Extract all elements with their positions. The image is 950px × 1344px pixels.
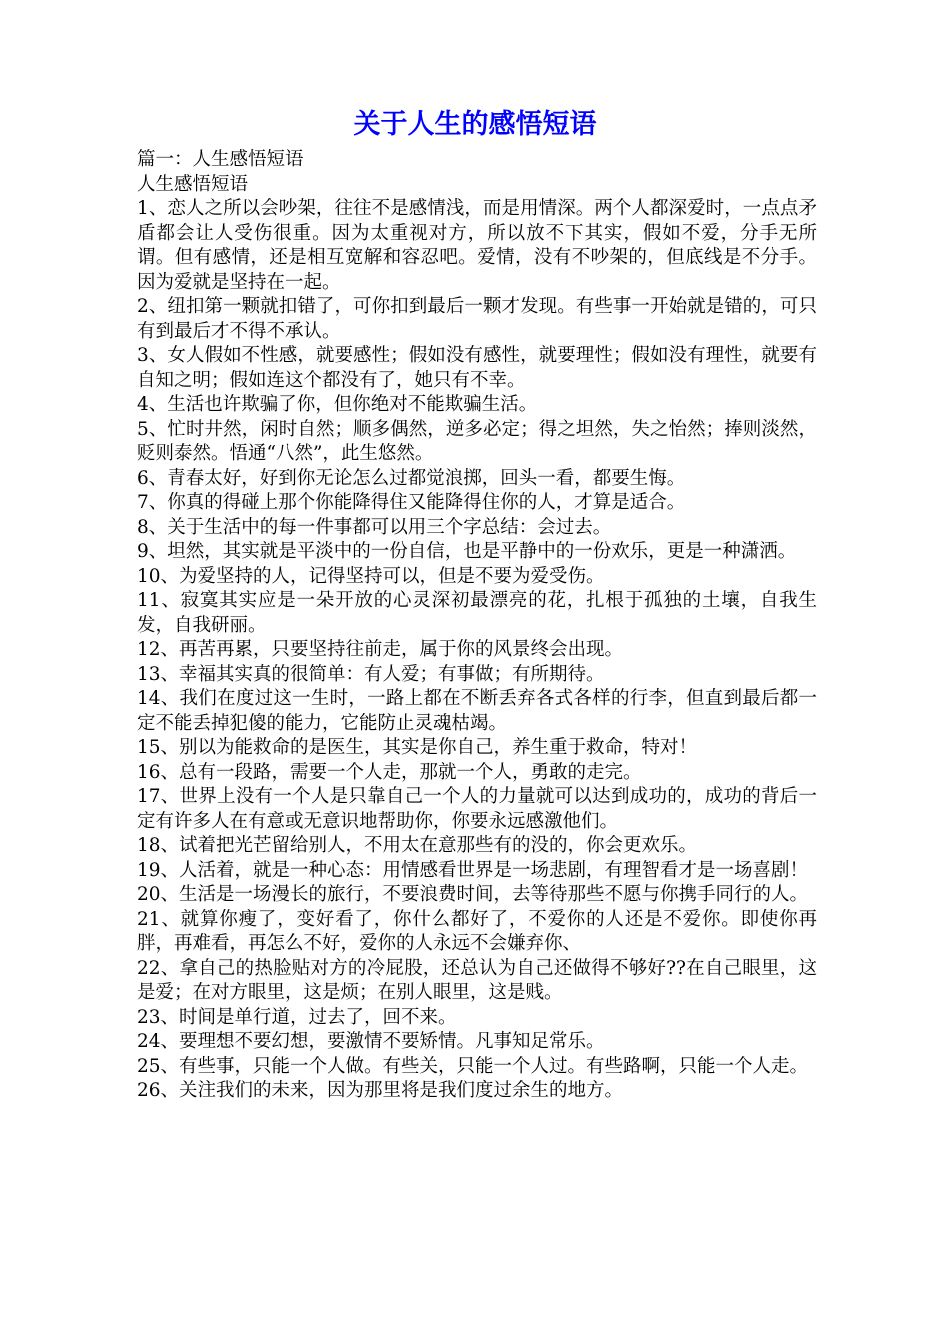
list-item: 16、总有一段路，需要一个人走，那就一个人，勇敢的走完。 — [137, 761, 642, 783]
list-item: 9、坦然，其实就是平淡中的一份自信，也是平静中的一份欢乐，更是一种潇洒。 — [137, 541, 797, 562]
list-item: 6、青春太好，好到你无论怎么过都觉浪掷，回头一看，都要生悔。 — [137, 467, 686, 489]
list-item: 12、再苦再累，只要坚持往前走，属于你的风景终会出现。 — [137, 639, 624, 660]
list-item: 10、为爱坚持的人，记得坚持可以，但是不要为爱受伤。 — [137, 565, 605, 587]
list-item: 4、生活也许欺骗了你，但你绝对不能欺骗生活。 — [137, 394, 538, 415]
list-item: 22、拿自己的热脸贴对方的冷屁股，还总认为自己还做得不够好??在自己眼里，这是爱；在对方眼里，这是烦；在别人眼里，这是贱。 — [137, 957, 817, 1003]
list-item: 18、试着把光芒留给别人，不用太在意那些有的没的，你会更欢乐。 — [137, 835, 698, 856]
list-item: 20、生活是一场漫长的旅行，不要浪费时间，去等待那些不愿与你携手同行的人。 — [137, 884, 809, 905]
list-item: 8、关于生活中的每一件事都可以用三个字总结：会过去。 — [137, 516, 612, 538]
list-item: 1、恋人之所以会吵架，往往不是感情浅，而是用情深。两个人都深爱时，一点点矛盾都会让人受伤很重。因为太重视对方，所以放不下其实，假如不爱，分手无所谓。但有感情，还是相互宽解和容忍吧。爱情，没有不吵架的，但底线是不分手。因为爱就是坚持在一起。 — [137, 198, 817, 293]
list-item: 11、寂寞其实应是一朵开放的心灵深初最漂亮的花，扎根于孤独的土壤，自我生发，自我研丽。 — [137, 590, 817, 636]
document-title: 关于人生的感悟短语 — [353, 109, 597, 140]
list-item: 21、就算你瘦了，变好看了，你什么都好了，不爱你的人还是不爱你。即使你再胖，再难看，再怎么不好，爱你的人永远不会嫌弃你、 — [137, 908, 817, 954]
list-item: 17、世界上没有一个人是只靠自己一个人的力量就可以达到成功的，成功的背后一定有许多人在有意或无意识地帮助你，你要永远感激他们。 — [137, 786, 817, 832]
document-body — [137, 148, 817, 1104]
list-item: 7、你真的得碰上那个你能降得住又能降得住你的人，才算是适合。 — [137, 492, 686, 513]
list-item: 24、要理想不要幻想，要激情不要矫情。凡事知足常乐。 — [137, 1031, 605, 1052]
list-item: 3、女人假如不性感，就要感性；假如没有感性，就要理性；假如没有理性，就要有自知之明；假如连这个都没有了，她只有不幸。 — [137, 345, 817, 391]
section-heading: 篇一：人生感悟短语 — [137, 149, 304, 170]
list-item: 14、我们在度过这一生时，一路上都在不断丢弃各式各样的行李，但直到最后都一定不能丢掉犯傻的能力，它能防止灵魂枯竭。 — [137, 688, 817, 734]
subheading: 人生感悟短语 — [137, 173, 249, 195]
list-item: 25、有些事，只能一个人做。有些关，只能一个人过。有些路啊，只能一个人走。 — [137, 1055, 809, 1077]
list-item: 13、幸福其实真的很简单：有人爱；有事做；有所期待。 — [137, 663, 605, 685]
list-item: 15、别以为能救命的是医生，其实是你自己，养生重于救命，特对！ — [137, 737, 698, 758]
list-item: 5、忙时井然，闲时自然；顺多偶然，逆多必定；得之坦然，失之怡然；捧则淡然，贬则泰然。悟通“八然”，此生悠然。 — [137, 418, 817, 464]
list-item: 23、时间是单行道，过去了，回不来。 — [137, 1006, 457, 1028]
list-item: 2、纽扣第一颗就扣错了，可你扣到最后一颗才发现。有些事一开始就是错的，可只有到最后才不得不承认。 — [137, 296, 817, 342]
list-item: 26、关注我们的未来，因为那里将是我们度过余生的地方。 — [137, 1080, 624, 1101]
list-item: 19、人活着，就是一种心态：用情感看世界是一场悲剧，有理智看才是一场喜剧！ — [137, 859, 809, 881]
